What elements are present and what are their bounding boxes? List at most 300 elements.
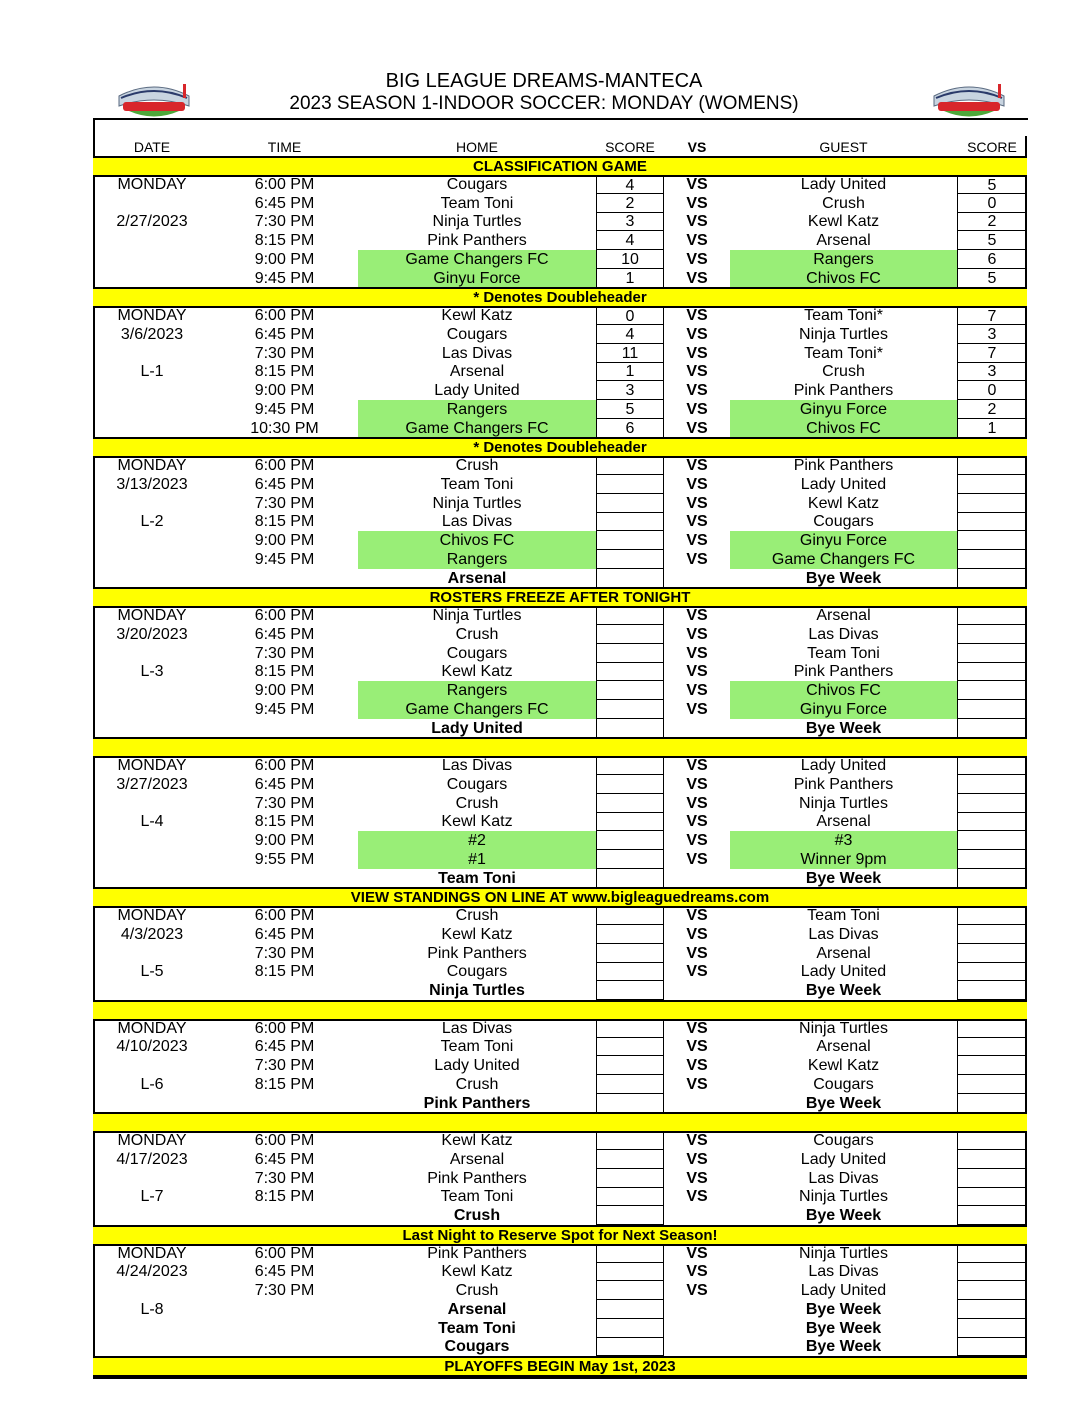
home-team-cell: Lady United [431, 719, 523, 737]
home-score-cell [596, 1244, 664, 1263]
table-row [93, 906, 1027, 925]
vs-cell: VS [686, 250, 708, 268]
home-team-cell: Las Divas [441, 1019, 513, 1037]
header-date: DATE [133, 139, 171, 155]
guest-score-cell: 6 [957, 250, 1027, 269]
home-score-cell [596, 1281, 664, 1300]
guest-score-cell [957, 1169, 1027, 1188]
header-guest: GUEST [819, 139, 868, 155]
guest-score-cell [957, 456, 1027, 475]
date-cell: 4/10/2023 [116, 1038, 188, 1056]
home-score-cell [596, 1075, 664, 1094]
time-cell: 6:00 PM [254, 757, 315, 774]
home-team-cell: Crush [455, 625, 499, 643]
guest-team-cell: Bye Week [805, 569, 882, 587]
home-team-cell: Ninja Turtles [429, 982, 525, 999]
guest-score-cell: 5 [957, 231, 1027, 250]
home-team-cell: #2 [358, 831, 596, 850]
guest-score-cell [957, 756, 1027, 775]
vs-cell: VS [686, 232, 708, 249]
table-row [93, 700, 1027, 719]
home-team-cell: Kewl Katz [441, 813, 513, 831]
time-cell: 6:00 PM [254, 1132, 315, 1149]
date-cell [93, 794, 211, 813]
guest-team-cell: Bye Week [805, 1094, 882, 1112]
home-team-cell: Kewl Katz [441, 307, 513, 324]
guest-team-cell: Kewl Katz [807, 1057, 880, 1074]
guest-score-cell [957, 1337, 1027, 1356]
date-cell: 3/13/2023 [116, 475, 188, 493]
date-cell [93, 344, 211, 363]
guest-score-cell [957, 700, 1027, 719]
table-row [93, 325, 1027, 344]
guest-team-cell: Arsenal [816, 232, 871, 249]
home-score-cell [596, 1094, 664, 1113]
vs-cell: VS [686, 1038, 708, 1056]
table-top-rule [93, 118, 1028, 138]
vs-cell: VS [686, 175, 708, 193]
time-cell: 6:45 PM [254, 625, 315, 643]
guest-score-cell [957, 962, 1027, 981]
time-cell [211, 869, 358, 888]
vs-cell: VS [686, 1188, 708, 1206]
guest-team-cell: Cougars [813, 1075, 874, 1093]
vs-cell: VS [686, 1132, 708, 1149]
guest-score-cell: 5 [957, 175, 1027, 194]
date-cell [93, 269, 211, 288]
guest-team-cell: Las Divas [808, 625, 879, 643]
home-score-cell: 1 [596, 269, 664, 288]
table-row [93, 756, 1027, 775]
section-banner: CLASSIFICATION GAME [93, 156, 1027, 177]
time-cell: 9:00 PM [254, 682, 315, 699]
guest-score-cell [957, 1319, 1027, 1338]
table-row [93, 456, 1027, 475]
table-row [93, 812, 1027, 831]
home-score-cell [596, 662, 664, 681]
date-cell [93, 250, 211, 269]
home-score-cell [596, 869, 664, 888]
home-team-cell: Team Toni [438, 1319, 516, 1337]
date-cell: 4/3/2023 [120, 925, 184, 943]
home-team-cell: Cougars [446, 175, 508, 193]
home-score-cell [596, 512, 664, 531]
guest-team-cell: Arsenal [816, 607, 871, 624]
home-score-cell [596, 1206, 664, 1225]
guest-score-cell: 3 [957, 325, 1027, 344]
home-team-cell: Team Toni [440, 1188, 514, 1206]
time-cell: 8:15 PM [254, 363, 315, 381]
date-cell: 4/24/2023 [116, 1263, 188, 1281]
table-row [93, 344, 1027, 363]
guest-team-cell: Bye Week [805, 982, 882, 999]
vs-cell: VS [686, 419, 708, 437]
time-cell: 8:15 PM [254, 1188, 315, 1206]
home-team-cell: Pink Panthers [427, 944, 527, 962]
home-score-cell [596, 962, 664, 981]
date-cell [93, 419, 211, 438]
guest-team-cell: Las Divas [808, 1263, 879, 1281]
time-cell: 7:30 PM [254, 1282, 315, 1299]
guest-score-cell: 2 [957, 400, 1027, 419]
guest-score-cell [957, 831, 1027, 850]
guest-team-cell: Lady United [800, 1150, 887, 1168]
guest-score-cell [957, 681, 1027, 700]
guest-team-cell: Lady United [800, 475, 887, 493]
date-cell [93, 1206, 211, 1225]
home-team-cell: Game Changers FC [358, 250, 596, 269]
home-score-cell: 4 [596, 231, 664, 250]
vs-cell: VS [686, 682, 708, 699]
home-score-cell [596, 606, 664, 625]
date-cell: L-2 [140, 513, 164, 531]
guest-score-cell [957, 1300, 1027, 1319]
guest-team-cell: Ginyu Force [730, 700, 957, 719]
table-row [93, 306, 1027, 325]
guest-team-cell: Arsenal [816, 1038, 871, 1056]
section-banner: VIEW STANDINGS ON LINE AT www.bigleaguedreams.com [93, 887, 1027, 908]
home-score-cell [596, 1131, 664, 1150]
date-cell [93, 700, 211, 719]
time-cell: 6:00 PM [254, 1019, 315, 1037]
home-team-cell: Team Toni [438, 869, 516, 887]
time-cell: 7:30 PM [254, 794, 315, 812]
home-score-cell [596, 1056, 664, 1075]
guest-score-cell [957, 981, 1027, 1000]
table-row [93, 831, 1027, 850]
table-row [93, 419, 1027, 438]
vs-cell: VS [686, 757, 708, 774]
home-score-cell [596, 569, 664, 588]
date-cell [93, 1056, 211, 1075]
vs-cell: VS [686, 194, 708, 212]
vs-cell [664, 1319, 730, 1338]
vs-cell: VS [686, 532, 708, 549]
guest-team-cell: Lady United [800, 757, 887, 774]
table-row [93, 231, 1027, 250]
guest-score-cell: 0 [957, 194, 1027, 213]
date-cell: L-7 [140, 1188, 164, 1206]
time-cell: 7:30 PM [254, 344, 315, 362]
guest-score-cell: 2 [957, 212, 1027, 231]
table-row [93, 212, 1027, 231]
header-vs: VS [687, 139, 707, 155]
time-cell: 8:15 PM [254, 663, 315, 681]
guest-team-cell: Crush [822, 363, 865, 381]
time-cell [211, 981, 358, 1000]
guest-team-cell: Lady United [800, 1282, 887, 1299]
guest-team-cell: Bye Week [805, 1338, 882, 1356]
guest-score-cell [957, 644, 1027, 663]
home-team-cell: Ginyu Force [358, 269, 596, 288]
home-score-cell: 1 [596, 362, 664, 381]
guest-score-cell [957, 1150, 1027, 1169]
vs-cell [664, 1094, 730, 1113]
vs-cell [664, 869, 730, 888]
table-row [93, 1244, 1027, 1263]
home-score-cell: 2 [596, 194, 664, 213]
date-cell [93, 644, 211, 663]
guest-score-cell: 7 [957, 344, 1027, 363]
guest-team-cell: Chivos FC [730, 419, 957, 438]
guest-score-cell [957, 869, 1027, 888]
table-row [93, 1019, 1027, 1038]
home-score-cell: 4 [596, 325, 664, 344]
date-cell [93, 531, 211, 550]
time-cell [211, 1337, 358, 1356]
home-score-cell [596, 456, 664, 475]
time-cell [211, 719, 358, 738]
guest-team-cell: Pink Panthers [793, 775, 894, 793]
date-cell: L-1 [140, 363, 164, 381]
date-cell: L-4 [140, 813, 164, 831]
table-row [93, 606, 1027, 625]
home-team-cell: Team Toni [440, 194, 514, 212]
home-team-cell: Kewl Katz [441, 1263, 513, 1281]
home-team-cell: Game Changers FC [358, 700, 596, 719]
vs-cell: VS [686, 700, 708, 718]
guest-team-cell: Lady United [800, 175, 887, 193]
table-row [93, 1169, 1027, 1188]
vs-cell [664, 569, 730, 588]
table-row [93, 569, 1027, 588]
time-cell: 9:45 PM [254, 700, 315, 718]
guest-team-cell: Arsenal [816, 944, 871, 962]
home-team-cell: Las Divas [441, 757, 513, 774]
table-row [93, 1262, 1027, 1281]
vs-cell: VS [686, 1075, 708, 1093]
table-row [93, 719, 1027, 738]
guest-score-cell [957, 719, 1027, 738]
home-team-cell: Las Divas [441, 344, 513, 362]
date-cell: MONDAY [117, 607, 187, 624]
home-team-cell: Pink Panthers [427, 232, 527, 249]
vs-cell [664, 1337, 730, 1356]
home-team-cell: Crush [453, 1207, 501, 1224]
guest-team-cell: Las Divas [808, 925, 879, 943]
guest-score-cell [957, 794, 1027, 813]
table-row [93, 944, 1027, 963]
time-cell: 6:00 PM [254, 457, 315, 474]
home-score-cell [596, 475, 664, 494]
header-score: SCORE [605, 139, 655, 155]
time-cell [211, 1319, 358, 1338]
guest-team-cell: Ninja Turtles [799, 1019, 888, 1037]
guest-team-cell: Game Changers FC [730, 550, 957, 569]
home-score-cell [596, 1337, 664, 1356]
guest-score-cell [957, 569, 1027, 588]
table-row [93, 269, 1027, 288]
home-team-cell: Arsenal [449, 1150, 505, 1168]
date-cell: L-5 [140, 963, 164, 981]
table-row [93, 794, 1027, 813]
time-cell: 8:15 PM [254, 232, 315, 249]
date-cell [93, 681, 211, 700]
date-cell [93, 1281, 211, 1300]
home-score-cell: 4 [596, 175, 664, 194]
table-row [93, 531, 1027, 550]
date-cell [93, 231, 211, 250]
guest-score-cell [957, 475, 1027, 494]
home-score-cell [596, 644, 664, 663]
vs-cell: VS [686, 325, 708, 343]
vs-cell: VS [686, 813, 708, 831]
header-score-guest: SCORE [967, 139, 1017, 155]
vs-cell: VS [686, 1263, 708, 1281]
home-team-cell: Arsenal [449, 363, 505, 381]
guest-team-cell: Ninja Turtles [799, 325, 888, 343]
home-team-cell: Team Toni [440, 1038, 514, 1056]
table-row [93, 1281, 1027, 1300]
date-cell [93, 550, 211, 569]
date-cell [93, 494, 211, 513]
date-cell: MONDAY [117, 757, 187, 774]
guest-score-cell [957, 1019, 1027, 1038]
home-score-cell: 3 [596, 212, 664, 231]
guest-score-cell [957, 1262, 1027, 1281]
home-score-cell: 11 [596, 344, 664, 363]
home-team-cell: Cougars [446, 963, 508, 981]
vs-cell: VS [686, 213, 708, 231]
home-score-cell [596, 1019, 664, 1038]
vs-cell: VS [686, 775, 708, 793]
vs-cell: VS [686, 850, 708, 868]
date-cell: MONDAY [117, 457, 187, 474]
table-row [93, 1131, 1027, 1150]
guest-team-cell: Ginyu Force [730, 531, 957, 550]
table-row [93, 869, 1027, 888]
table-row [93, 175, 1027, 194]
guest-team-cell: Bye Week [805, 1207, 882, 1224]
home-score-cell [596, 550, 664, 569]
table-row [93, 381, 1027, 400]
vs-cell: VS [686, 607, 708, 624]
home-team-cell: Arsenal [447, 1300, 507, 1318]
time-cell: 6:00 PM [254, 607, 315, 624]
time-cell: 7:30 PM [254, 644, 315, 662]
table-row [93, 550, 1027, 569]
home-score-cell: 5 [596, 400, 664, 419]
home-score-cell [596, 719, 664, 738]
home-team-cell: Kewl Katz [441, 925, 513, 943]
time-cell: 6:45 PM [254, 1150, 315, 1168]
vs-cell [664, 1300, 730, 1319]
vs-cell: VS [686, 363, 708, 381]
home-team-cell: Lady United [434, 1057, 520, 1074]
vs-cell: VS [686, 944, 708, 962]
guest-score-cell [957, 1056, 1027, 1075]
home-score-cell [596, 981, 664, 1000]
time-cell: 6:45 PM [254, 1038, 315, 1056]
table-row [93, 1150, 1027, 1169]
home-team-cell: Las Divas [441, 513, 513, 531]
home-team-cell: Cougars [446, 644, 508, 662]
date-cell [93, 944, 211, 963]
guest-score-cell [957, 512, 1027, 531]
home-score-cell: 10 [596, 250, 664, 269]
page-title: BIG LEAGUE DREAMS-MANTECA [385, 70, 703, 92]
guest-score-cell [957, 1131, 1027, 1150]
home-team-cell: #1 [358, 850, 596, 869]
home-score-cell [596, 625, 664, 644]
guest-score-cell [957, 1281, 1027, 1300]
vs-cell: VS [686, 457, 708, 474]
date-cell: L-8 [140, 1300, 164, 1318]
time-cell: 6:00 PM [254, 1244, 315, 1262]
section-banner: ROSTERS FREEZE AFTER TONIGHT [93, 587, 1027, 608]
date-cell [93, 869, 211, 888]
vs-cell: VS [686, 550, 708, 568]
time-cell: 8:15 PM [254, 813, 315, 831]
time-cell: 7:30 PM [254, 494, 315, 512]
table-row [93, 475, 1027, 494]
home-score-cell [596, 906, 664, 925]
home-team-cell: Crush [455, 794, 499, 812]
date-cell [93, 569, 211, 588]
section-banner: Last Night to Reserve Spot for Next Season! [93, 1225, 1027, 1246]
guest-team-cell: Bye Week [805, 1300, 882, 1318]
home-team-cell: Crush [455, 457, 499, 474]
section-banner: * Denotes Doubleheader [93, 437, 1027, 458]
time-cell: 7:30 PM [254, 213, 315, 231]
home-score-cell [596, 1300, 664, 1319]
vs-cell: VS [686, 1282, 708, 1299]
table-row [93, 1337, 1027, 1356]
guest-score-cell [957, 850, 1027, 869]
home-score-cell [596, 681, 664, 700]
table-row [93, 494, 1027, 513]
home-team-cell: Kewl Katz [441, 1132, 513, 1149]
time-cell: 6:45 PM [254, 194, 315, 212]
table-row [93, 512, 1027, 531]
date-cell [93, 194, 211, 213]
home-score-cell [596, 1262, 664, 1281]
table-row [93, 362, 1027, 381]
date-cell [93, 400, 211, 419]
date-cell [93, 381, 211, 400]
guest-team-cell: Lady United [800, 963, 887, 981]
home-team-cell: Pink Panthers [427, 1244, 527, 1262]
guest-score-cell [957, 625, 1027, 644]
table-row [93, 850, 1027, 869]
vs-cell [664, 981, 730, 1000]
date-cell: 3/27/2023 [116, 775, 188, 793]
vs-cell: VS [686, 382, 708, 399]
home-team-cell: Crush [455, 1075, 499, 1093]
guest-team-cell: Ninja Turtles [799, 794, 888, 812]
time-cell: 9:45 PM [254, 269, 315, 287]
vs-cell: VS [686, 269, 708, 287]
home-score-cell [596, 794, 664, 813]
date-cell [93, 981, 211, 1000]
home-team-cell: Pink Panthers [427, 1169, 527, 1187]
stadium-logo-icon [928, 76, 1010, 122]
guest-team-cell: Ninja Turtles [799, 1244, 888, 1262]
home-score-cell [596, 831, 664, 850]
time-cell: 7:30 PM [254, 1169, 315, 1187]
guest-score-cell: 3 [957, 362, 1027, 381]
home-team-cell: Rangers [358, 550, 596, 569]
date-cell [93, 831, 211, 850]
time-cell: 8:15 PM [254, 513, 315, 531]
time-cell: 6:00 PM [254, 907, 315, 924]
table-row [93, 925, 1027, 944]
time-cell [211, 1206, 358, 1225]
guest-team-cell: Cougars [813, 513, 874, 531]
time-cell: 9:55 PM [254, 850, 315, 868]
vs-cell: VS [686, 625, 708, 643]
home-score-cell: 0 [596, 306, 664, 325]
